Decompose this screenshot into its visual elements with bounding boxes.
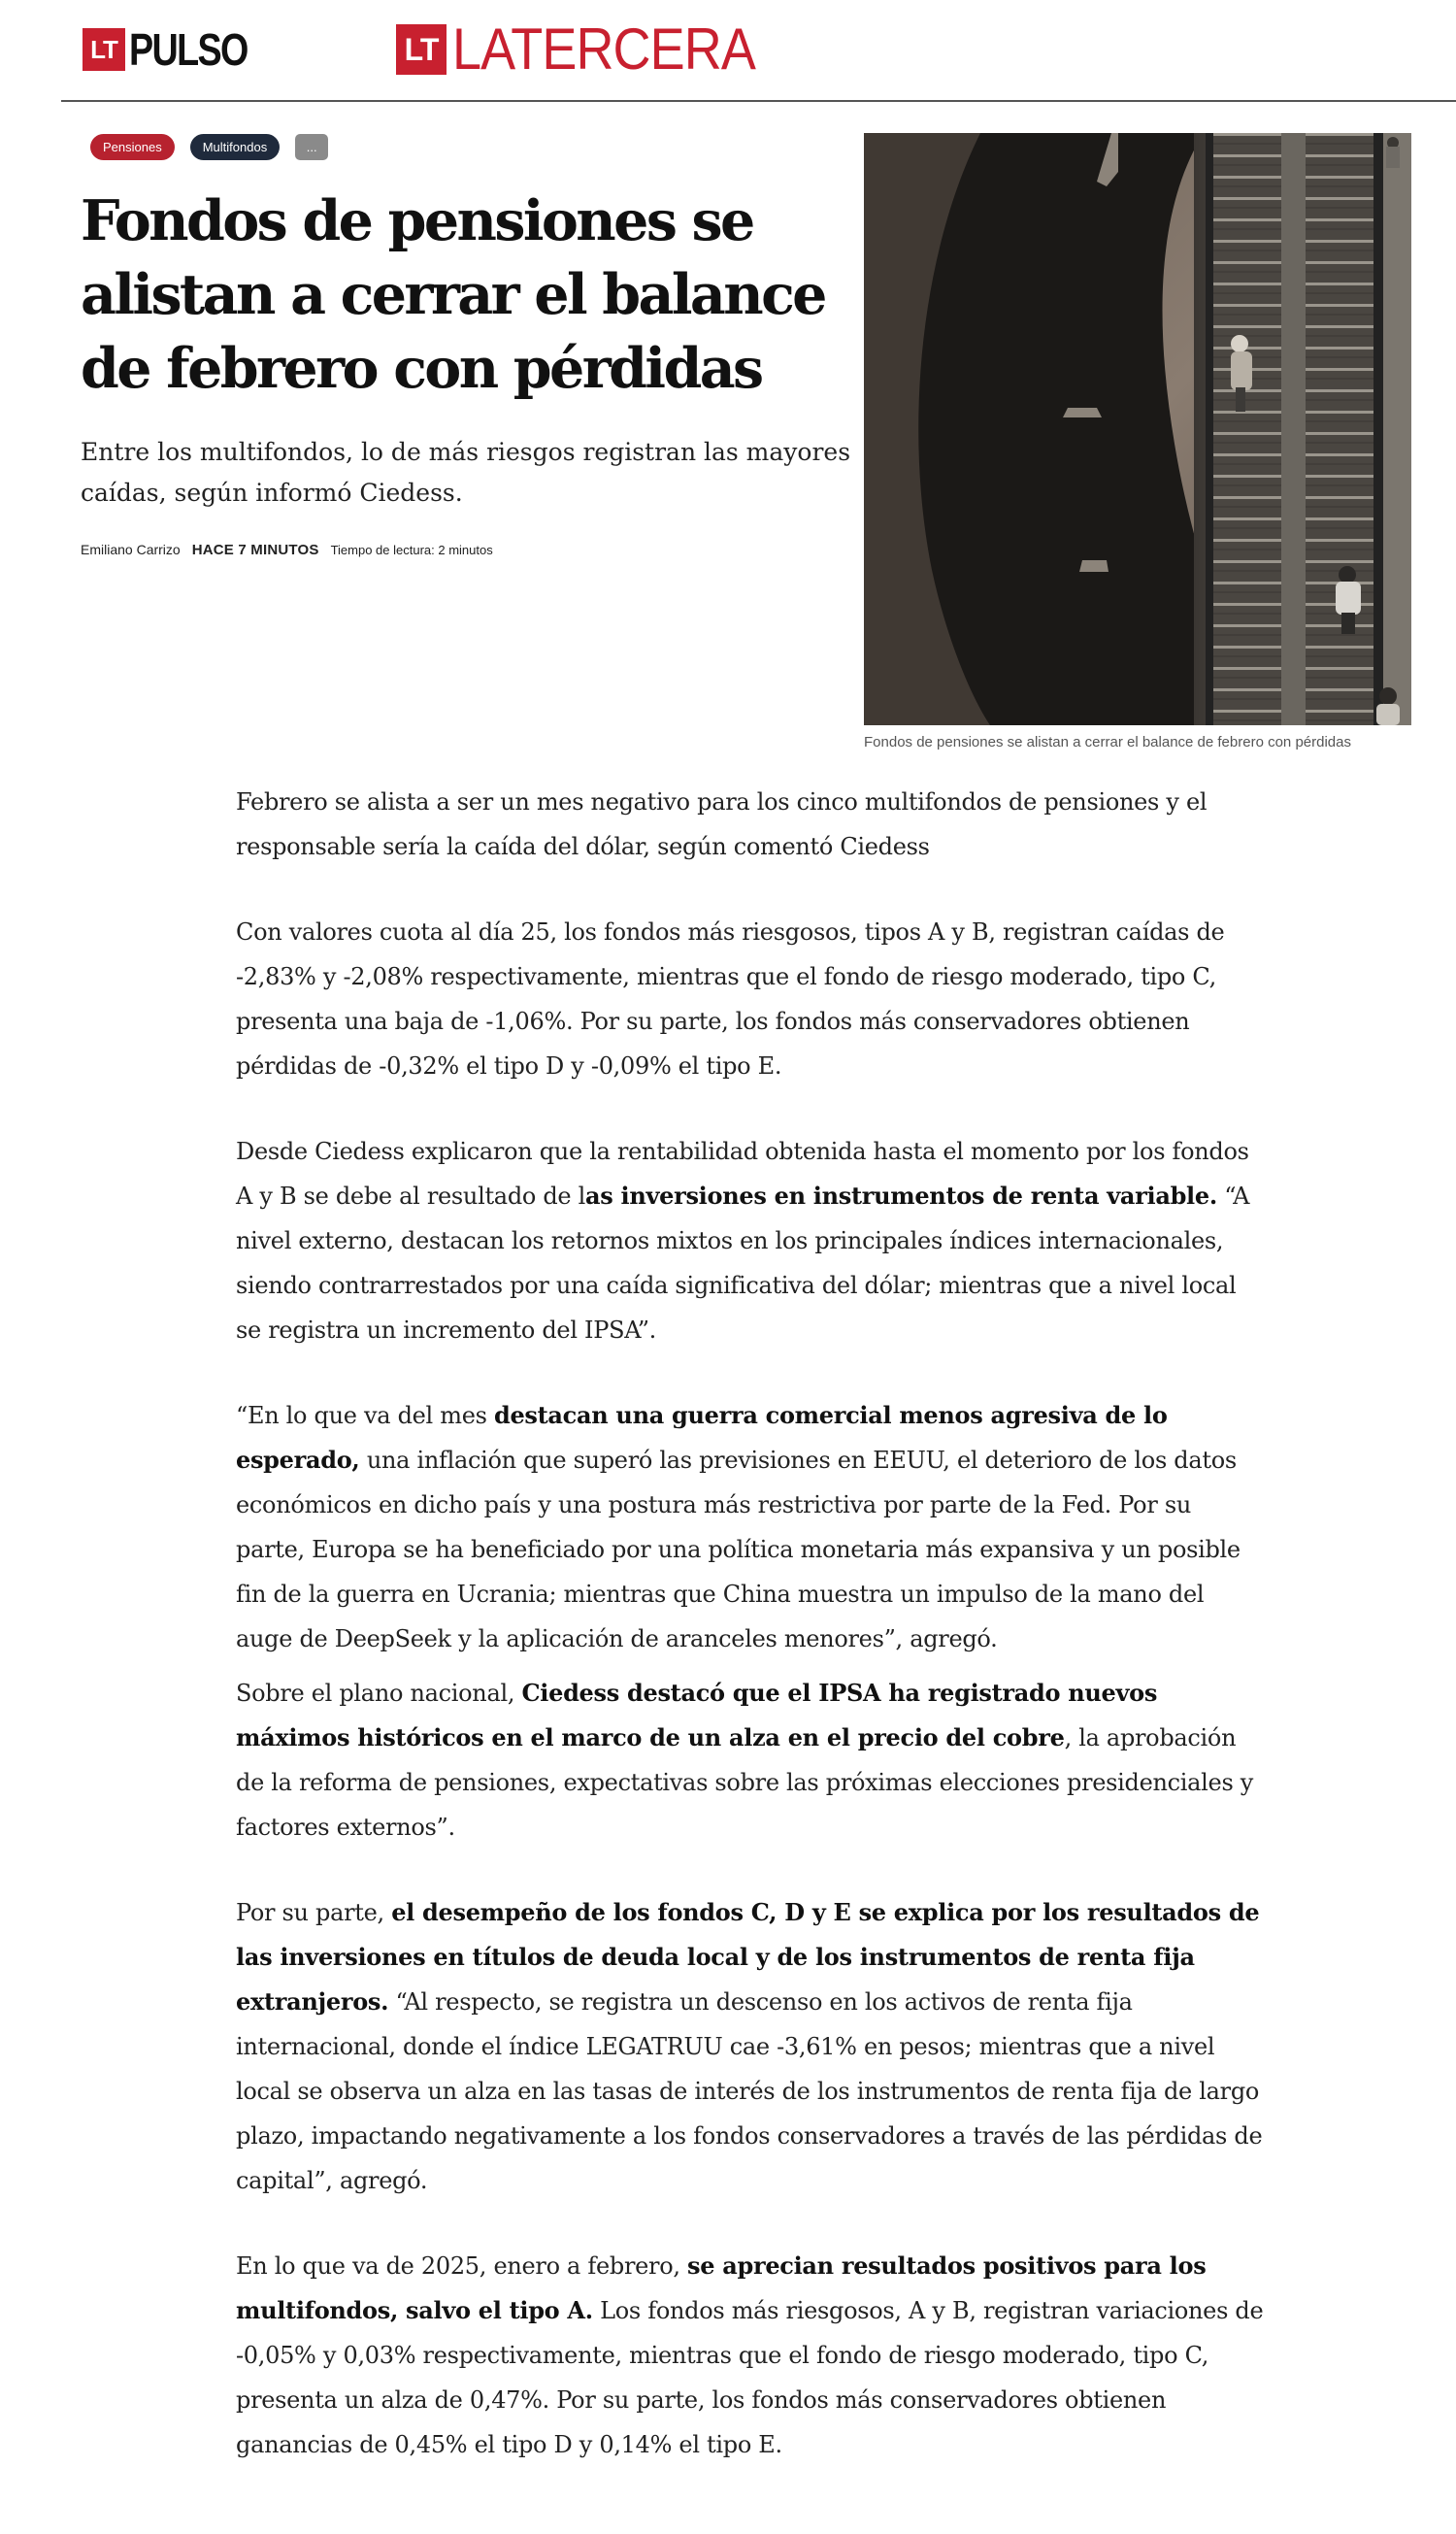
- tag-multifondos[interactable]: Multifondos: [190, 134, 280, 160]
- paragraph-6-bold: el desempeño de los fondos C, D y E se explica por los resultados de las inversiones en títulos de deuda local y de los instrumentos de renta fija extranjeros.: [236, 1898, 1260, 2016]
- site-header: [0, 0, 1456, 102]
- publish-time: HACE 7 MINUTOS: [191, 542, 319, 558]
- paragraph-5-bold: Ciedess destacó que el IPSA ha registrado nuevos máximos históricos en el marco de un alza en el precio del cobre: [236, 1679, 1158, 1751]
- paragraph-4-text-c: una inflación que superó las previsiones en EEUU, el deterioro de los datos económicos en dicho país y una postura más restrictiva por parte de la Fed. Por su parte, Europa se ha beneficiado por una política monetaria más expansiva y un posible fin de la guerra en Ucrania; mientras que China muestra un impulso de la mano del auge de DeepSeek y la aplicación de aranceles menores”, agregó.: [236, 1447, 1241, 1652]
- tag-more-button[interactable]: ...: [295, 134, 328, 160]
- latercera-logo[interactable]: [396, 17, 789, 82]
- body-paragraph-5: [236, 1671, 1265, 1850]
- paragraph-7-bold: se aprecian resultados positivos para los multifondos, salvo el tipo A.: [236, 2251, 1207, 2324]
- paragraph-7-text-a: En lo que va de 2025, enero a febrero,: [236, 2252, 687, 2280]
- body-paragraph-6: [236, 1890, 1265, 2203]
- paragraph-7-text-c: Los fondos más riesgosos, A y B, registran variaciones de -0,05% y 0,03% respectivamente, mientras que el fondo de riesgo moderado, tipo C, presenta un alza de 0,47%. Por su parte, los fondos más conservadores obtienen ganancias de 0,45% el tipo D y 0,14% el tipo E.: [236, 2297, 1264, 2458]
- hero-image: [864, 133, 1411, 725]
- paragraph-3-bold: as inversiones en instrumentos de renta variable.: [585, 1182, 1217, 1210]
- article-headline: Fondos de pensiones se alistan a cerrar el balance de febrero con pérdidas: [81, 188, 825, 401]
- pulso-logo[interactable]: [83, 26, 273, 73]
- body-paragraph-7: [236, 2244, 1265, 2467]
- image-caption: Fondos de pensiones se alistan a cerrar el balance de febrero con pérdidas: [864, 734, 1351, 750]
- body-paragraph-4: [236, 1393, 1265, 1661]
- paragraph-3-text-a: Desde Ciedess explicaron que la rentabilidad obtenida hasta el momento por los fondos A y B se debe al resultado de l: [236, 1138, 1249, 1210]
- pulso-logo-word: PULSO: [129, 24, 248, 75]
- latercera-logo-word: LATERCERA: [452, 17, 755, 82]
- paragraph-4-text-a: “En lo que va del mes: [236, 1402, 494, 1429]
- paragraph-6-text-c: “Al respecto, se registra un descenso en los activos de renta fija internacional, donde el índice LEGATRUU cae -3,61% en pesos; mientras que a nivel local se observa un alza en las tasas de interés de los instrumentos de renta fija de largo plazo, impactando negativamente a los fondos conservadores a través de las pérdidas de capital”, agregó.: [236, 1988, 1263, 2194]
- paragraph-5-text-a: Sobre el plano nacional,: [236, 1680, 522, 1707]
- article-byline: [81, 542, 493, 558]
- body-paragraph-2: Con valores cuota al día 25, los fondos más riesgosos, tipos A y B, registran caídas de -2,83% y -2,08% respectivamente, mientras que el fondo de riesgo moderado, tipo C, presenta una baja de -1,06%. Por su parte, los fondos más conservadores obtienen pérdidas de -0,32% el tipo D y -0,09% el tipo E.: [236, 918, 1225, 1080]
- paragraph-3-text-c: “A nivel externo, destacan los retornos mixtos en los principales índices internacionales, siendo contrarrestados por una caída significativa del dólar; mientras que a nivel local se registra un incremento del IPSA”.: [236, 1183, 1250, 1344]
- article-body: [236, 780, 1265, 2467]
- pulso-logo-mark: LT: [83, 28, 125, 71]
- header-divider: [61, 100, 1456, 102]
- tag-list: [90, 134, 328, 160]
- paragraph-4-bold: destacan una guerra comercial menos agresiva de lo esperado,: [236, 1401, 1168, 1474]
- body-paragraph-1: Febrero se alista a ser un mes negativo para los cinco multifondos de pensiones y el responsable sería la caída del dólar, según comentó Ciedess: [236, 788, 1208, 860]
- author-link[interactable]: Emiliano Carrizo: [81, 542, 181, 557]
- body-paragraph-3: [236, 1129, 1265, 1352]
- tag-pensiones[interactable]: Pensiones: [90, 134, 175, 160]
- reading-time: Tiempo de lectura: 2 minutos: [330, 543, 493, 557]
- article-subtitle: Entre los multifondos, lo de más riesgos registran las mayores caídas, según informó Ciedess.: [81, 438, 851, 507]
- latercera-logo-mark: LT: [396, 24, 447, 75]
- paragraph-5-text-c: , la aprobación de la reforma de pensiones, expectativas sobre las próximas elecciones presidenciales y factores externos”.: [236, 1724, 1254, 1841]
- paragraph-6-text-a: Por su parte,: [236, 1899, 392, 1926]
